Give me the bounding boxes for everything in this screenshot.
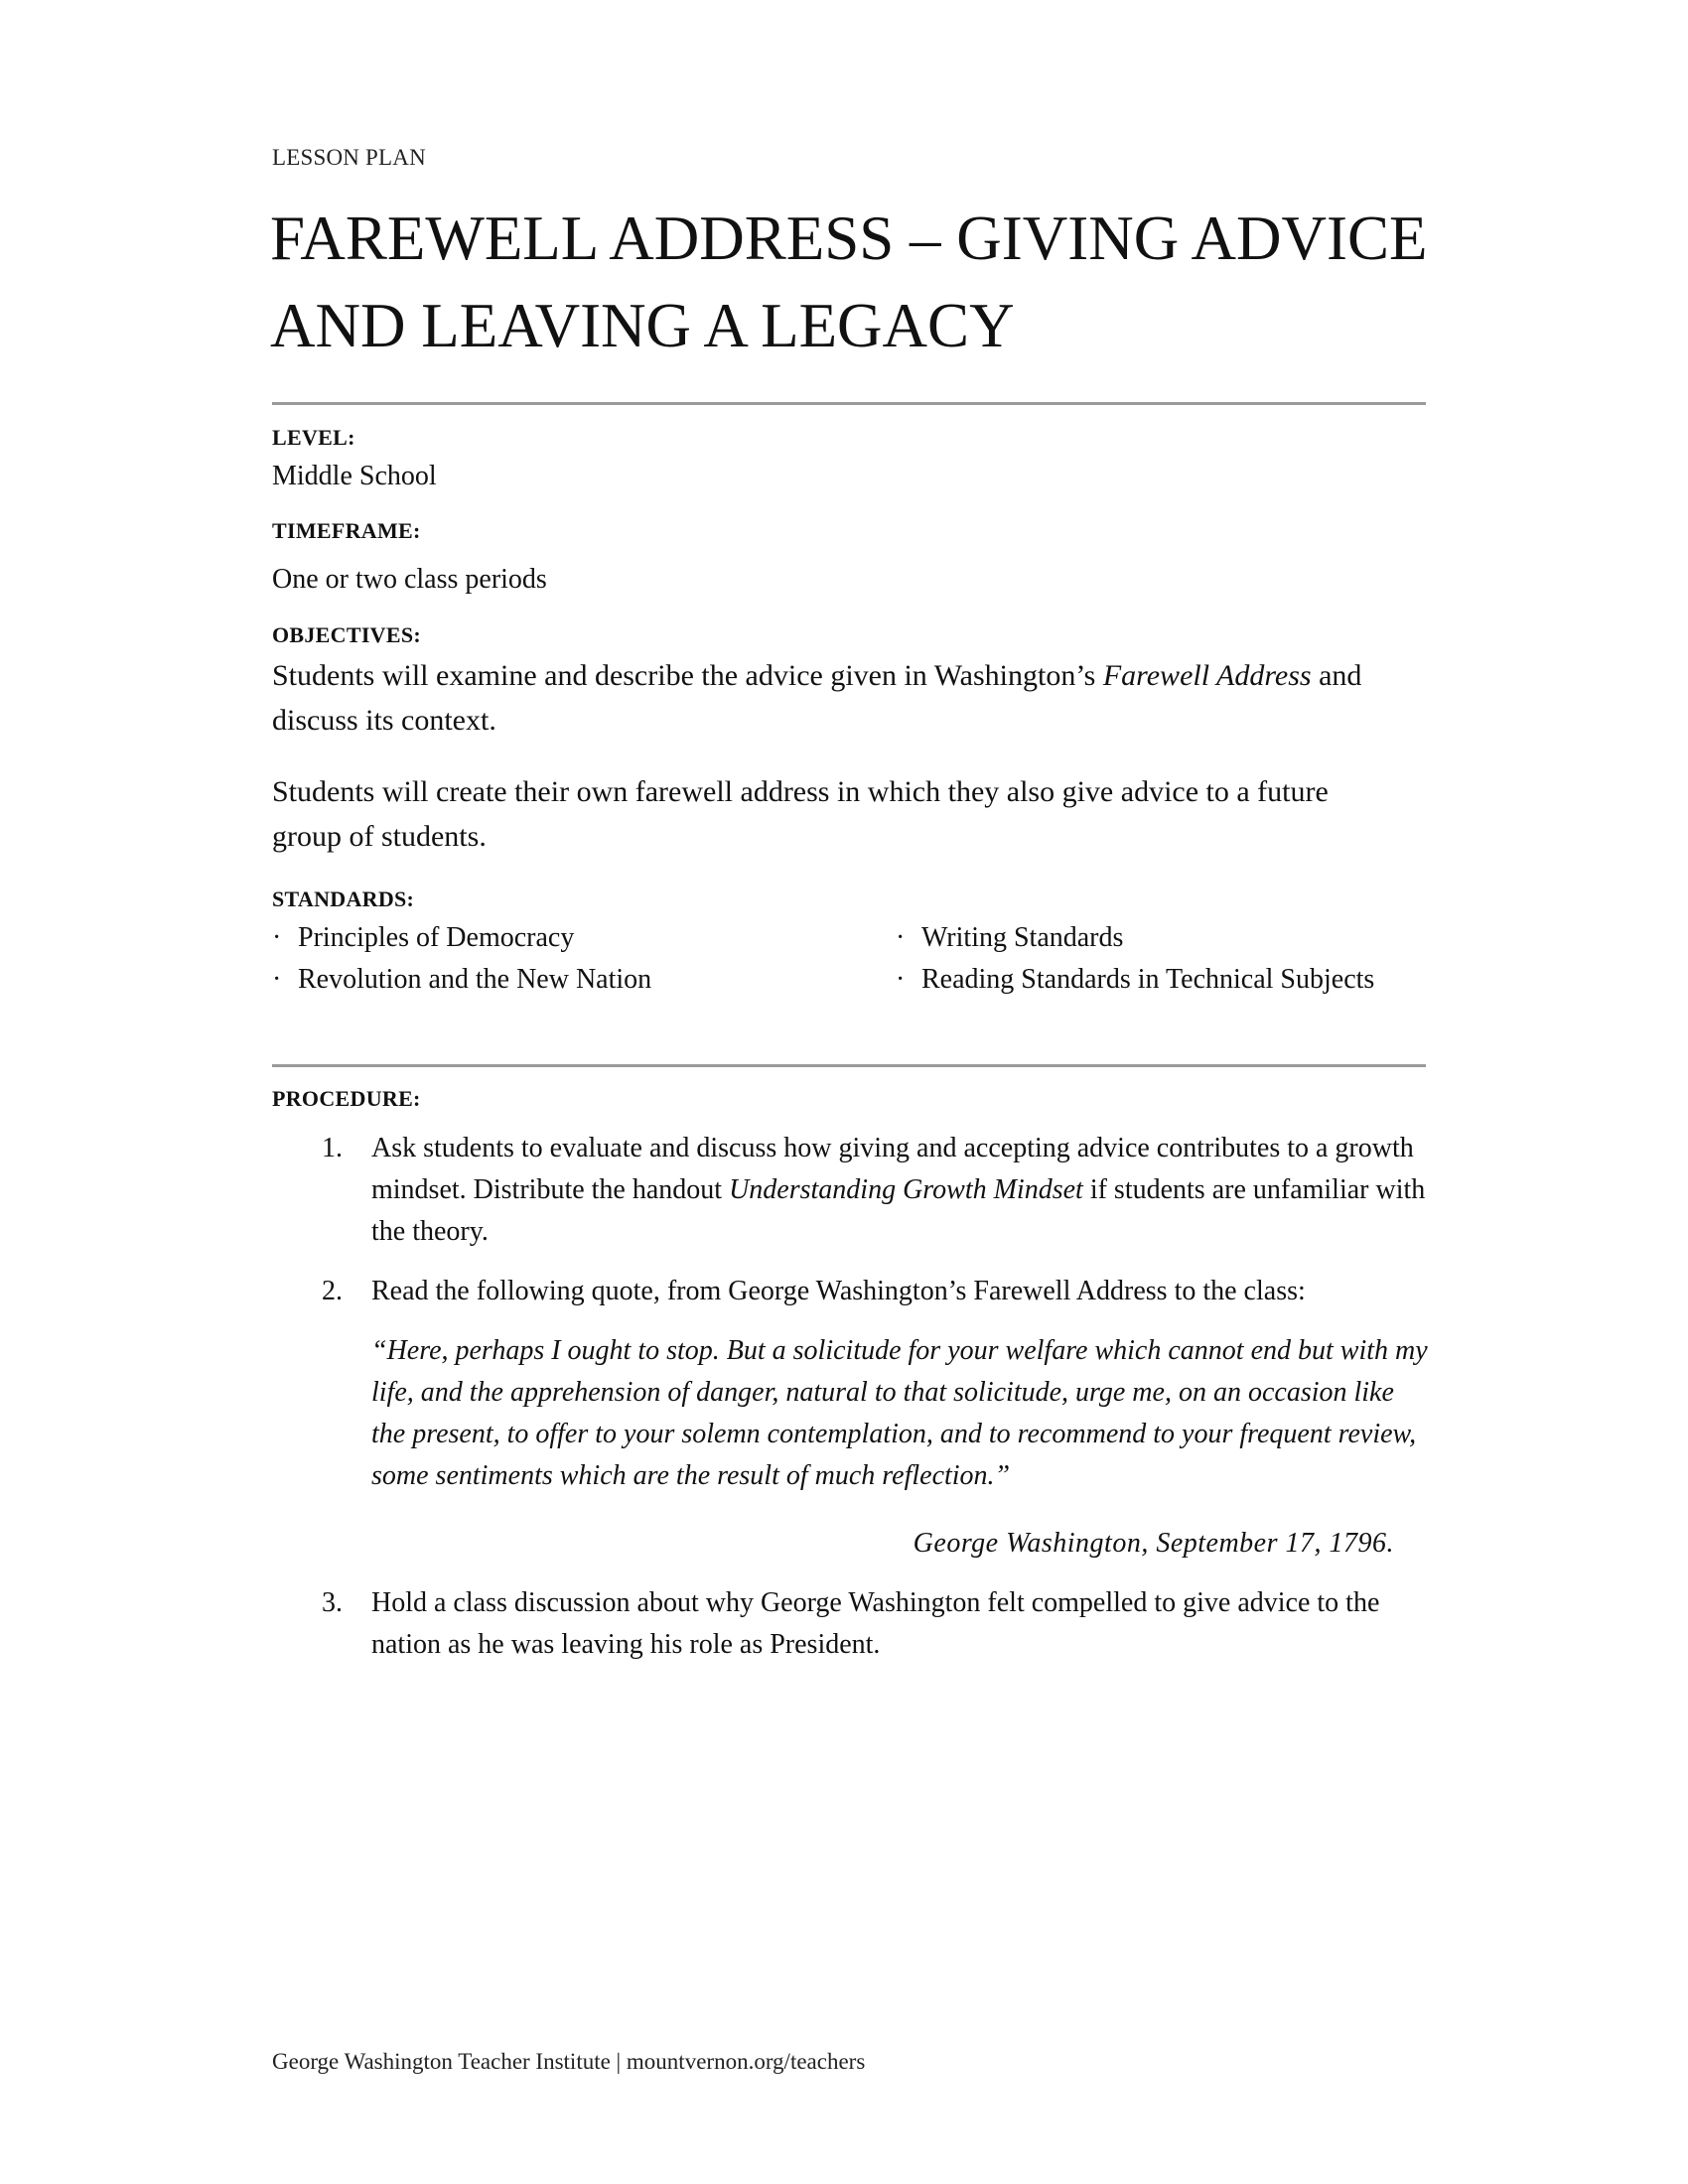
standard-label: Reading Standards in Technical Subjects	[921, 964, 1375, 995]
step-text: Hold a class discussion about why George Washington felt compelled to give advice to the nation as he was leaving his role as President.	[371, 1587, 1380, 1660]
standards-column-left	[272, 917, 651, 1001]
standard-label: Principles of Democracy	[298, 922, 575, 953]
procedure-step-1	[272, 1128, 1434, 1253]
step-text: Ask students to evaluate and discuss how giving and accepting advice contributes to a growth mindset. Distribute the handout	[371, 1133, 1414, 1205]
objective-text: Students will examine and describe the advice given in Washington’s	[272, 659, 1103, 692]
procedure-step-2	[272, 1271, 1434, 1565]
washington-quote: “Here, perhaps I ought to stop. But a solicitude for your welfare which cannot end but with my life, and the apprehension of danger, natural to that solicitude, urge me, on an occasion like the present, to offer to your solemn contemplation, and to recommend to your frequent review, some sentiments which are the result of much reflection.”	[371, 1335, 1428, 1491]
standard-item	[272, 959, 651, 1001]
section-divider	[272, 1064, 1426, 1067]
objective-text-end: and discuss its context.	[272, 659, 1362, 737]
standard-item	[272, 917, 651, 959]
bullet-icon: ·	[272, 964, 282, 995]
step-text: Read the following quote, from George Washington’s Farewell Address to the class:	[371, 1276, 1306, 1306]
standard-item	[896, 959, 1374, 1001]
standards-label: STANDARDS:	[272, 887, 415, 911]
step-number: 3.	[322, 1587, 343, 1618]
bullet-icon: ·	[272, 922, 282, 953]
objective-paragraph-1	[272, 653, 1394, 743]
objectives-label: OBJECTIVES:	[272, 622, 422, 647]
procedure-step-3	[272, 1582, 1434, 1666]
objective-paragraph-2: Students will create their own farewell address in which they also give advice to a future group of students.	[272, 775, 1329, 853]
step-number: 1.	[322, 1133, 343, 1163]
timeframe-value: One or two class periods	[272, 564, 547, 595]
step-number: 2.	[322, 1276, 343, 1306]
quote-attribution: George Washington, September 17, 1796.	[913, 1528, 1394, 1559]
level-value: Middle School	[272, 461, 437, 491]
header-divider	[272, 402, 1426, 405]
bullet-icon: ·	[896, 922, 906, 953]
procedure-label: PROCEDURE:	[272, 1086, 421, 1111]
procedure-steps	[272, 1128, 1434, 1666]
objective-italic-title: Farewell Address	[1102, 659, 1312, 692]
step-text-end: if students are unfamiliar with the theory.	[371, 1174, 1426, 1247]
bullet-icon: ·	[896, 964, 906, 995]
page-title: FAREWELL ADDRESS – GIVING ADVICE AND LEAVING A LEGACY	[270, 204, 1428, 360]
level-label: LEVEL:	[272, 425, 355, 450]
document-kicker: LESSON PLAN	[272, 145, 426, 170]
standard-item	[896, 917, 1374, 959]
standard-label: Revolution and the New Nation	[298, 964, 652, 995]
standard-label: Writing Standards	[921, 922, 1124, 953]
standards-column-right	[896, 917, 1374, 1001]
page-footer: George Washington Teacher Institute | mountvernon.org/teachers	[272, 2049, 866, 2074]
timeframe-label: TIMEFRAME:	[272, 518, 421, 543]
handout-title: Understanding Growth Mindset	[729, 1174, 1083, 1205]
